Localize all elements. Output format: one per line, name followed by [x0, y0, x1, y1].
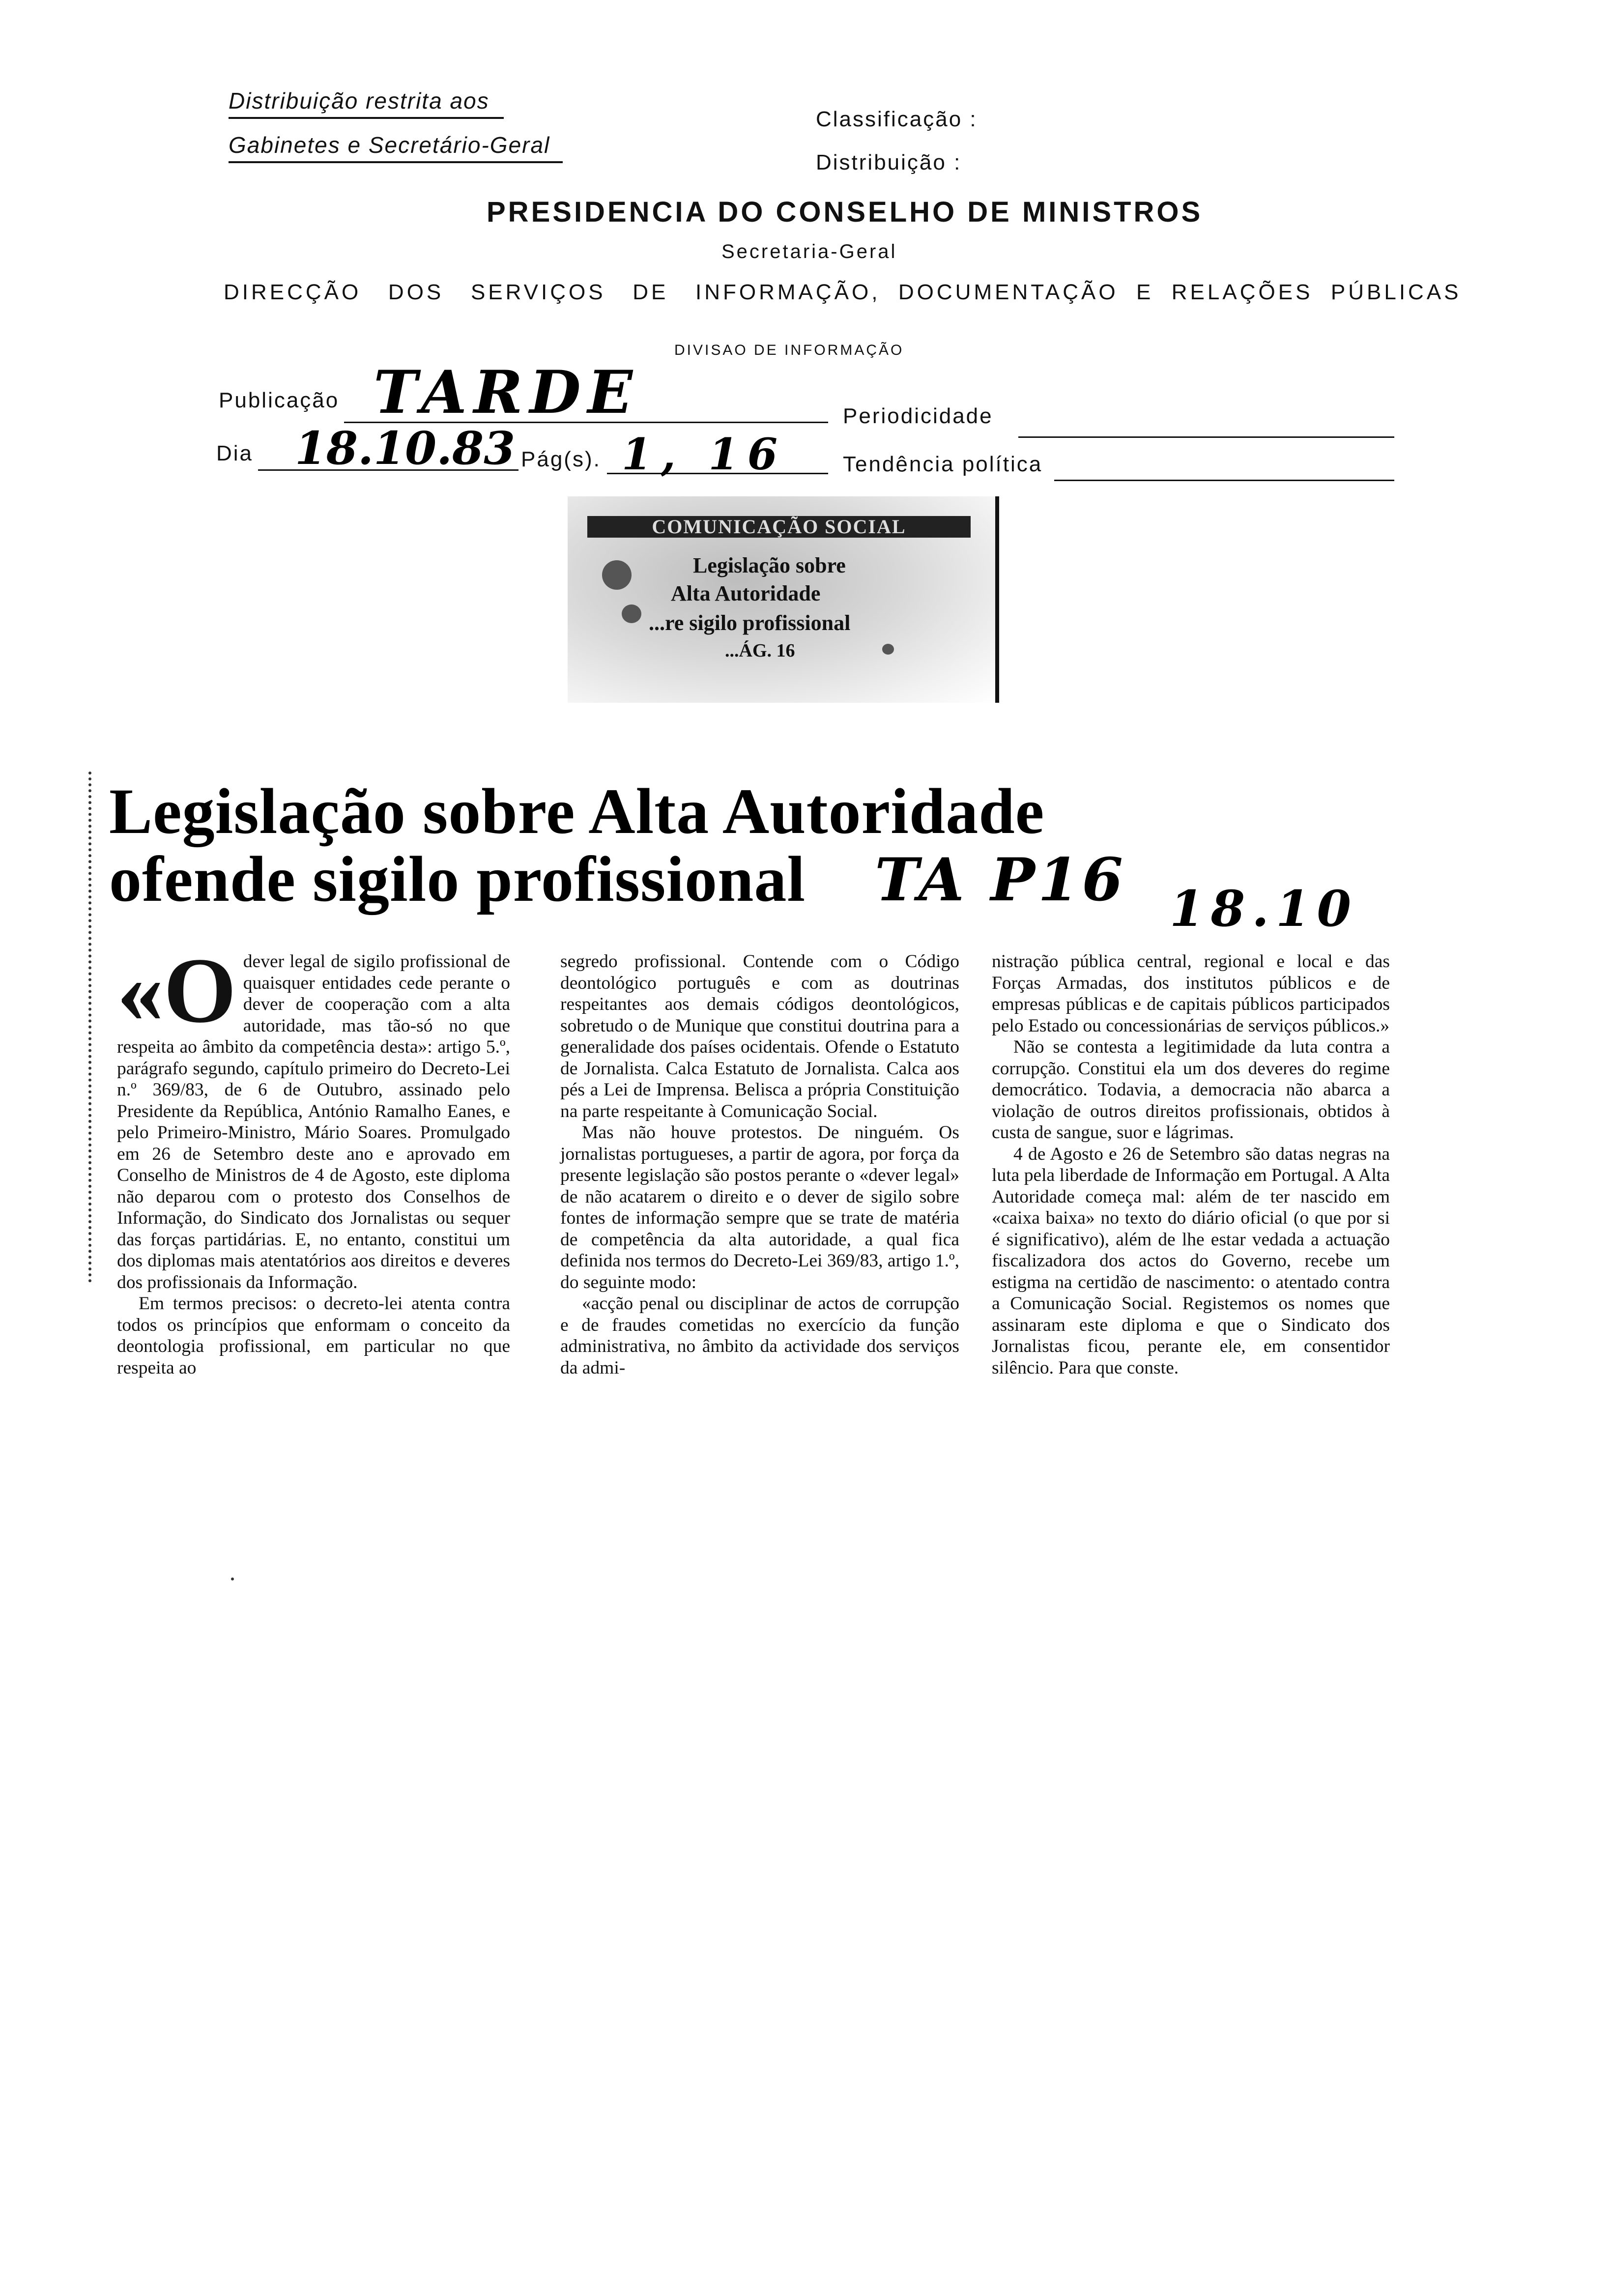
divisao-heading: DIVISAO DE INFORMAÇÃO: [674, 342, 904, 358]
dia-label: Dia: [216, 441, 254, 465]
handwritten-ref: TA P16: [875, 845, 1126, 915]
article-title-line-2: ofende sigilo profissional: [109, 843, 806, 915]
col1-paragraph-1: dever legal de sigilo profissional de quaisquer entidades cede perante o dever de cooperação com a alta autoridade, mas tão-só no que respeita ao âmbito da competência desta»: artigo 5.º, parágrafo segundo, capítulo primeiro do Decreto-Lei n.º 369/83, de 6 de Outubro, assinado pelo Presidente da República, António Ramalho Eanes, e pelo Primeiro-Ministro, Mário Soares. Promulgado em 26 de Setembro deste ano e aprovado em Conselho de Ministros de 4 de Agosto, este diploma não deparou com o protesto dos Conselhos de Informação, do Sindicato dos Jornalistas ou sequer das forças partidárias. E, no entanto, constitui um dos diplomas mais atentatórios aos direitos e deveres dos profissionais da Informação.: [117, 951, 510, 1292]
article-column-3: [992, 951, 1390, 1378]
col2-paragraph-2: Mas não houve protestos. De ninguém. Os jornalistas portugueses, a partir de agora, por força da presente legislação são postos perante o «dever legal» de não acatarem o direito e o dever de sigilo sobre fontes de informação sempre que se trate de matéria de competência da alta autoridade, a qual fica definida nos termos do Decreto-Lei 369/83, artigo 1.º, do seguinte modo:: [560, 1122, 959, 1292]
tendencia-line: [1054, 480, 1394, 481]
publicacao-handwritten: TARDE: [374, 358, 640, 427]
stamp-header: COMUNICAÇÃO SOCIAL: [587, 516, 971, 538]
col2-paragraph-1: segredo profissional. Contende com o Código deontológico português e com as doutrinas respeitantes aos demais códigos deontológicos, sobretudo o de Munique que constitui doutrina para a generalidade dos países ocidentais. Ofende o Estatuto de Jornalista. Calca Estatuto de Jornalista. Calca aos pés a Lei de Imprensa. Belisca a própria Constituição na parte respeitante à Comunicação Social.: [560, 951, 959, 1121]
col1-paragraph-2: Em termos precisos: o decreto-lei atenta contra todos os princípios que enformam o conceito da deontologia profissional, em particular no que respeita ao: [117, 1293, 510, 1378]
publicacao-label: Publicação: [219, 388, 340, 412]
article-column-1: [117, 939, 510, 1378]
stamp-line-2: Alta Autoridade: [671, 581, 821, 605]
restricted-line-1: Distribuição restrita aos: [229, 87, 504, 119]
restricted-line-2: Gabinetes e Secretário-Geral: [229, 132, 563, 163]
article-column-2: [560, 951, 959, 1378]
periodicidade-line: [1018, 436, 1394, 438]
distribuicao-label: Distribuição :: [816, 150, 962, 174]
scan-speck: [231, 1578, 234, 1580]
direccao-heading: DIRECÇÃO DOS SERVIÇOS DE INFORMAÇÃO, DOCUMENTAÇÃO E RELAÇÕES PÚBLICAS: [224, 280, 1462, 304]
pags-label: Pág(s).: [521, 447, 601, 471]
col3-paragraph-3: 4 de Agosto e 26 de Setembro são datas negras na luta pela liberdade de Informação em Portugal. A Alta Autoridade começa mal: além de ter nascido em «caixa baixa» no texto do diário oficial (o que por si é significativo), além de lhe estar vedada a actuação fiscalizadora dos actos do Governo, recebe um estigma na certidão de nascimento: o atentado contra a Comunicação Social. Registemos os nomes que assinaram este diploma e que o Sindicato dos Jornalistas ficou, perante ele, em consentidor silêncio. Para que conste.: [992, 1144, 1390, 1378]
handwritten-date: 18.10: [1170, 880, 1358, 938]
stamp-line-1: Legislação sobre: [693, 553, 846, 577]
tendencia-label: Tendência política: [843, 452, 1043, 476]
col3-paragraph-1: nistração pública central, regional e local e das Forças Armadas, dos institutos públicos e de empresas públicas e de capitais públicos participados pelo Estado ou concessionárias de serviços públicos.»: [992, 951, 1390, 1036]
article-drop-cap: «O: [117, 939, 236, 1042]
col2-paragraph-3: «acção penal ou disciplinar de actos de corrupção e de fraudes cometidas no exercício da função administrativa, no âmbito da actividade dos serviços da admi-: [560, 1293, 959, 1378]
dia-handwritten: 18.10.83: [295, 422, 516, 475]
article-title-line-1: Legislação sobre Alta Autoridade: [109, 775, 1045, 847]
pags-handwritten: 1, 16: [622, 429, 786, 480]
col3-paragraph-2: Não se contesta a legitimidade da luta contra a corrupção. Constitui ela um dos deveres do regime democrático. Todavia, a democracia não abarca a violação de outros direitos profissionais, obtidos à custa de sangue, suor e lágrimas.: [992, 1037, 1390, 1143]
classificacao-label: Classificação :: [816, 107, 978, 131]
press-stamp: [568, 496, 999, 703]
periodicidade-label: Periodicidade: [843, 404, 993, 428]
clip-left-edge: [88, 772, 96, 1283]
stamp-line-3: ...re sigilo profissional: [649, 611, 851, 635]
ministry-heading: PRESIDENCIA DO CONSELHO DE MINISTROS: [487, 196, 1203, 228]
stamp-line-4: ...ÁG. 16: [725, 640, 795, 661]
secretaria-heading: Secretaria-Geral: [721, 241, 897, 262]
